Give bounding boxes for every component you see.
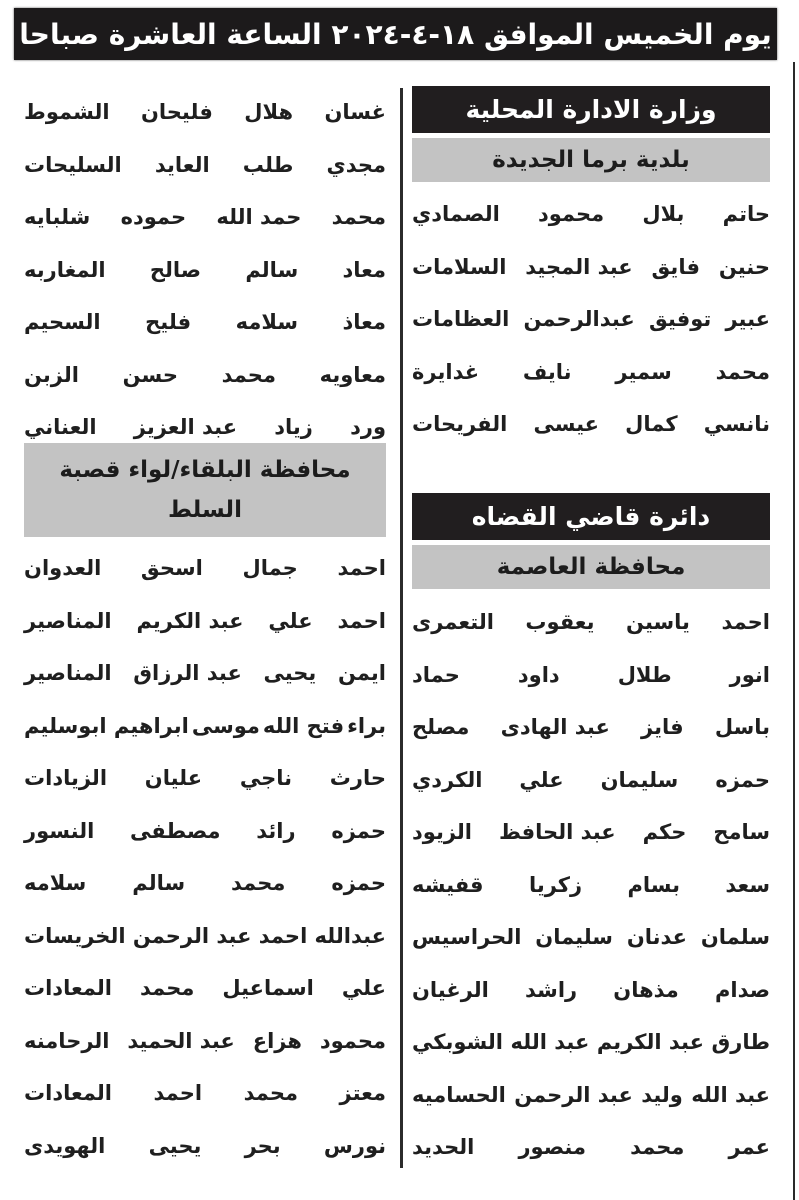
name-part: محمد [231, 871, 286, 896]
name-row [24, 647, 386, 700]
name-part: الزيود [412, 820, 473, 845]
chief-justice-heading-text: دائرة قاضي القضاه [471, 502, 711, 531]
name-part: ياسين [626, 610, 690, 635]
name-part: السحيم [24, 310, 101, 335]
name-part: الهويدى [24, 1133, 106, 1158]
name-row [412, 754, 770, 807]
name-part: عبد الكريم [596, 1030, 704, 1055]
name-part: الرحامنه [24, 1028, 110, 1053]
name-part: راشد [525, 977, 578, 1002]
name-part: المعادات [24, 976, 112, 1001]
name-part: حمزه [715, 767, 770, 792]
name-part: توفيق [648, 307, 712, 332]
name-part: عدنان [626, 925, 687, 950]
name-part: الحديد [412, 1135, 475, 1160]
name-part: ابراهيم ابوسليم [24, 713, 189, 738]
name-part: عبد المجيد [525, 254, 633, 279]
name-part: ورد [350, 415, 386, 440]
name-part: المعادات [24, 1081, 112, 1106]
name-part: الصمادي [412, 202, 500, 227]
name-part: احمد [337, 556, 386, 581]
name-part: ناجي [239, 766, 293, 791]
name-part: سمير [615, 359, 672, 384]
name-part: عبد الرحمن [514, 1082, 633, 1107]
name-part: العناني [24, 415, 97, 440]
name-part: مصلح [412, 715, 470, 740]
name-part: رائد [256, 818, 296, 843]
balqa-governorate-subheading [24, 443, 386, 537]
name-part: ايمن [337, 661, 386, 686]
name-part: عبد الحافظ [498, 820, 616, 845]
name-part: عمر [728, 1135, 770, 1160]
name-part: وليد [641, 1082, 683, 1107]
name-part: سعد [725, 872, 770, 897]
name-part: حموده [120, 205, 187, 230]
names-list-capital [412, 596, 770, 1174]
name-part: عيسى [533, 412, 599, 437]
name-row [412, 188, 770, 241]
name-row [24, 752, 386, 805]
name-part: عليان [144, 766, 203, 791]
ministry-heading-text: وزارة الادارة المحلية [465, 95, 717, 124]
name-row [24, 244, 386, 297]
name-part: محمد [331, 205, 386, 230]
name-row [24, 296, 386, 349]
capital-governorate-subheading-text: محافظة العاصمة [496, 554, 686, 580]
name-part: بسام [627, 872, 680, 897]
name-part: معاد [342, 257, 386, 282]
name-part: النسور [24, 818, 95, 843]
name-row [24, 857, 386, 910]
name-row [24, 191, 386, 244]
name-part: عبد الكريم [136, 608, 244, 633]
name-part: عبير [725, 307, 770, 332]
name-part: حمد الله [216, 205, 302, 230]
name-part: قفيشه [412, 872, 484, 897]
name-part: سالم [245, 257, 299, 282]
name-part: عبدالله [314, 923, 386, 948]
name-part: حسن [122, 362, 178, 387]
capital-governorate-subheading [412, 545, 770, 589]
name-part: يحيى [148, 1133, 202, 1158]
name-part: المغاربه [24, 257, 106, 282]
name-part: فليح [145, 310, 192, 335]
name-part: عبد الله [510, 1030, 590, 1055]
name-part: بلال [642, 202, 685, 227]
municipality-subheading-text: بلدية برما الجديدة [492, 147, 690, 173]
name-part: علي [268, 608, 313, 633]
name-part: العدوان [24, 556, 102, 581]
name-part: سلامه [24, 871, 87, 896]
name-part: هزاع [252, 1028, 302, 1053]
name-row [412, 806, 770, 859]
name-part: باسل [714, 715, 770, 740]
name-part: الحساميه [412, 1082, 506, 1107]
name-part: سالم [132, 871, 186, 896]
name-part: الزبن [24, 362, 79, 387]
names-list-barma [412, 188, 770, 451]
name-part: الكردي [412, 767, 483, 792]
name-row [412, 398, 770, 451]
name-row [412, 241, 770, 294]
name-part: معاذ [342, 310, 386, 335]
name-row [24, 86, 386, 139]
column-divider [400, 88, 403, 1168]
name-part: عبد الرزاق [133, 661, 242, 686]
name-part: معاويه [319, 362, 386, 387]
name-part: مجدي [326, 152, 386, 177]
name-part: صدام [714, 977, 770, 1002]
name-part: سليمان [600, 767, 679, 792]
name-part: حمزه [331, 818, 386, 843]
page-border-right [793, 62, 795, 1200]
name-part: احمد [721, 610, 770, 635]
name-part: الحراسيس [412, 925, 522, 950]
name-row [24, 1015, 386, 1068]
name-part: حمزه [331, 871, 386, 896]
name-part: فتح الله [262, 713, 345, 738]
name-part: محمد [243, 1081, 298, 1106]
name-part: الشموط [24, 100, 110, 125]
name-part: سلامه [235, 310, 298, 335]
name-part: يحيى [263, 661, 317, 686]
name-part: الشوبكي [412, 1030, 503, 1055]
name-part: عبد الحميد [127, 1028, 235, 1053]
name-part: داود [517, 662, 560, 687]
name-part: علي [341, 976, 386, 1001]
name-part: شلبايه [24, 205, 91, 230]
name-part: طارق [711, 1030, 770, 1055]
name-part: انور [729, 662, 770, 687]
name-part: موسى [191, 713, 260, 738]
name-part: عبد الله [691, 1082, 770, 1107]
name-part: محمد [221, 362, 276, 387]
name-part: الخريسات [24, 923, 126, 948]
name-row [412, 596, 770, 649]
name-part: كمال [625, 412, 678, 437]
name-row [24, 595, 386, 648]
name-part: زكريا [528, 872, 583, 897]
date-time-banner [14, 8, 777, 60]
name-row [412, 964, 770, 1017]
name-part: حنين [718, 254, 770, 279]
name-part: جمال [242, 556, 298, 581]
name-part: طلب [242, 152, 294, 177]
name-part: الرغيان [412, 977, 489, 1002]
municipality-subheading [412, 138, 770, 182]
name-row [24, 962, 386, 1015]
name-row [24, 910, 386, 963]
name-part: علي [519, 767, 564, 792]
name-part: محمود [537, 202, 605, 227]
name-part: منصور [518, 1135, 586, 1160]
banner-title: يوم الخميس الموافق ١٨-٤-٢٠٢٤ الساعة العاشرة صباحا [19, 17, 772, 51]
name-part: عبد العزيز [133, 415, 238, 440]
name-part: حاتم [722, 202, 770, 227]
name-part: الزيادات [24, 766, 108, 791]
name-part: المناصير [24, 661, 112, 686]
name-row [412, 1121, 770, 1174]
name-part: بحر [244, 1133, 281, 1158]
name-part: غدايرة [412, 359, 480, 384]
name-part: نايف [522, 359, 572, 384]
name-row [412, 1016, 770, 1069]
name-part: محمد [715, 359, 770, 384]
name-row [412, 701, 770, 754]
name-part: نانسي [703, 412, 770, 437]
name-part: محمد [139, 976, 195, 1001]
name-part: العايد [154, 152, 210, 177]
name-part: فايز [641, 715, 684, 740]
chief-justice-heading [412, 493, 770, 540]
name-part: حماد [412, 662, 460, 687]
name-row [24, 139, 386, 192]
names-list-continued [24, 86, 386, 454]
balqa-governorate-subheading-text: محافظة البلقاء/لواء قصبة السلط [59, 457, 351, 523]
name-row [412, 911, 770, 964]
name-part: عبد الرحمن [132, 923, 252, 948]
name-row [24, 1120, 386, 1173]
name-part: السليحات [24, 152, 122, 177]
name-part: حارث [329, 766, 386, 791]
name-row [412, 649, 770, 702]
name-part: اسحق [140, 556, 203, 581]
names-list-balqa [24, 542, 386, 1172]
name-part: العظامات [412, 307, 510, 332]
name-row [24, 1067, 386, 1120]
name-part: براء [347, 713, 386, 738]
name-part: محمود [319, 1028, 386, 1053]
name-part: سامح [713, 820, 770, 845]
name-part: اسماعيل [222, 976, 314, 1001]
name-part: عبدالرحمن [523, 307, 635, 332]
name-part: محمد [630, 1135, 685, 1160]
name-part: احمد [337, 608, 386, 633]
name-part: حكم [642, 820, 687, 845]
name-part: المناصير [24, 608, 112, 633]
name-part: مصطفى [130, 818, 221, 843]
name-part: زياد [274, 415, 313, 440]
name-part: الفريحات [412, 412, 508, 437]
name-part: طلال [617, 662, 672, 687]
name-row [412, 293, 770, 346]
name-row [24, 349, 386, 402]
name-part: هلال [244, 100, 294, 125]
name-part: عبد الهادى [500, 715, 610, 740]
name-part: معتز [339, 1081, 386, 1106]
name-row [412, 346, 770, 399]
name-part: احمد [258, 923, 308, 948]
name-part: فايق [651, 254, 700, 279]
name-part: التعمرى [412, 610, 494, 635]
name-part: صالح [149, 257, 202, 282]
name-part: فليحان [140, 100, 213, 125]
name-part: نورس [323, 1133, 386, 1158]
name-row [412, 859, 770, 912]
name-row [24, 805, 386, 858]
name-part: سلمان [700, 925, 770, 950]
name-row [412, 1069, 770, 1122]
ministry-heading [412, 86, 770, 133]
name-part: غسان [324, 100, 386, 125]
name-row [24, 700, 386, 753]
name-part: سليمان [535, 925, 613, 950]
name-part: يعقوب [525, 610, 595, 635]
name-part: السلامات [412, 254, 507, 279]
name-part: احمد [153, 1081, 203, 1106]
name-row [24, 542, 386, 595]
name-part: مذهان [613, 977, 679, 1002]
